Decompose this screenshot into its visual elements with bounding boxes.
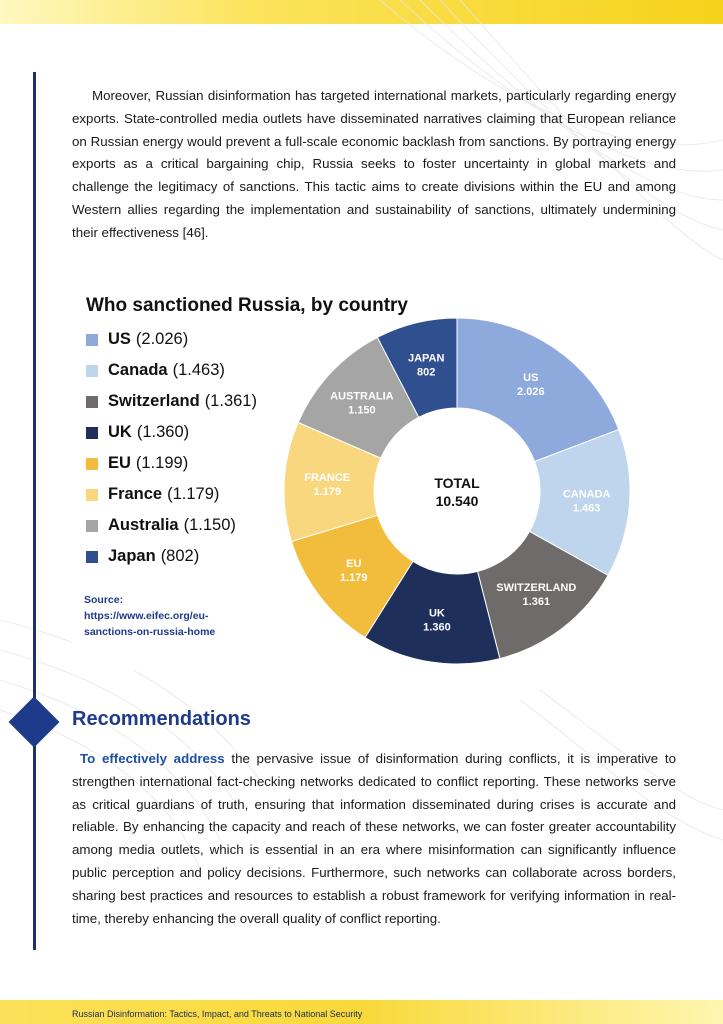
legend-name: Canada — [108, 361, 168, 379]
legend-value: (1.360) — [136, 423, 190, 441]
slice-label-name: CANADA — [562, 488, 611, 501]
footer-title: Russian Disinformation: Tactics, Impact, and Threats to National Security — [72, 1009, 363, 1019]
legend-value: (1.150) — [183, 516, 236, 534]
legend-swatch — [86, 396, 98, 408]
recommendations-lead: To effectively address — [80, 751, 225, 766]
intro-paragraph: Moreover, Russian disinformation has targeted international markets, particularly regarding energy exports. State-controlled media outlets have disseminated narratives claiming that European reliance on Russian energy would prevent a full-scale economic backlash from sanctions. By portraying energy exports as a critical bargaining chip, Russia seeks to foster uncertainty in global markets and challenge the legitimacy of sanctions. This tactic aims to create divisions within the EU and among Western allies regarding the implementation and sustainability of sanctions, ultimately undermining their effectiveness [46]. — [72, 88, 676, 240]
legend-swatch — [86, 334, 98, 346]
legend-name: Japan — [108, 547, 156, 565]
source-url-line2: sanctions-on-russia-home — [84, 626, 216, 638]
legend-name: US — [108, 330, 131, 348]
slice-label-name: AUSTRALIA — [330, 390, 394, 403]
legend-item — [86, 510, 257, 541]
legend-value: (1.361) — [204, 392, 257, 410]
legend-swatch — [86, 520, 98, 532]
chart-legend — [86, 324, 257, 572]
slice-label-value: 1.463 — [572, 502, 601, 515]
slice-label-name: JAPAN — [407, 352, 445, 365]
legend-item — [86, 541, 257, 572]
slice-label-name: SWITZERLAND — [496, 582, 577, 595]
legend-name: Switzerland — [108, 392, 200, 410]
legend-value: (1.463) — [172, 361, 225, 379]
legend-name: Australia — [108, 516, 179, 534]
slice-label-value: 802 — [417, 366, 436, 379]
slice-label-value: 1.150 — [348, 404, 376, 417]
slice-label-name: UK — [428, 607, 445, 620]
donut-center-label: TOTAL — [434, 475, 480, 491]
legend-value: (802) — [160, 547, 200, 565]
legend-swatch — [86, 458, 98, 470]
slice-label-name: FRANCE — [304, 471, 351, 484]
legend-value: (2.026) — [135, 330, 189, 348]
chart-title: Who sanctioned Russia, by country — [86, 295, 408, 316]
recommendations-body: the pervasive issue of disinformation during conflicts, it is imperative to strengthen international fact-checking networks dedicated to conflict reporting. These networks serve as critical guardians of truth, ensuring that information disseminated during crises is accurate and reliable. By enhancing the capacity and reach of these networks, we can foster greater accountability among media outlets, which is essential in an era where misinformation can significantly influence public perception and policy decisions. Furthermore, such networks can collaborate across borders, sharing best practices and resources to establish a robust framework for verifying information in real-time, thereby enhancing the overall quality of conflict reporting. — [72, 751, 676, 926]
legend-swatch — [86, 427, 98, 439]
legend-item — [86, 417, 257, 448]
slice-label-value: 2.026 — [517, 385, 545, 398]
recommendations-heading: Recommendations — [72, 708, 251, 730]
slice-label-value: 1.179 — [339, 571, 368, 584]
donut-center-value: 10.540 — [435, 493, 479, 509]
source-label: Source: — [84, 594, 124, 606]
legend-swatch — [86, 551, 98, 563]
slice-label-name: EU — [346, 557, 362, 570]
chart-source — [84, 592, 254, 640]
legend-swatch — [86, 365, 98, 377]
donut-chart — [282, 318, 642, 668]
legend-item — [86, 324, 257, 355]
legend-item — [86, 448, 257, 479]
slice-label-name: US — [523, 371, 539, 384]
slice-label-value: 1.360 — [423, 621, 451, 634]
legend-item — [86, 386, 257, 417]
legend-swatch — [86, 489, 98, 501]
legend-name: EU — [108, 454, 131, 472]
sanctions-chart — [72, 288, 652, 670]
slice-label-value: 1.179 — [313, 485, 341, 498]
legend-value: (1.179) — [167, 485, 220, 503]
source-url-line1: https://www.eifec.org/eu- — [84, 610, 209, 622]
legend-item — [86, 479, 257, 510]
legend-value: (1.199) — [135, 454, 189, 472]
slice-label-value: 1.361 — [522, 596, 551, 609]
left-vertical-rule — [33, 72, 36, 950]
recommendations-paragraph — [72, 748, 676, 930]
legend-item — [86, 355, 257, 386]
legend-name: UK — [108, 423, 132, 441]
legend-name: France — [108, 485, 163, 503]
